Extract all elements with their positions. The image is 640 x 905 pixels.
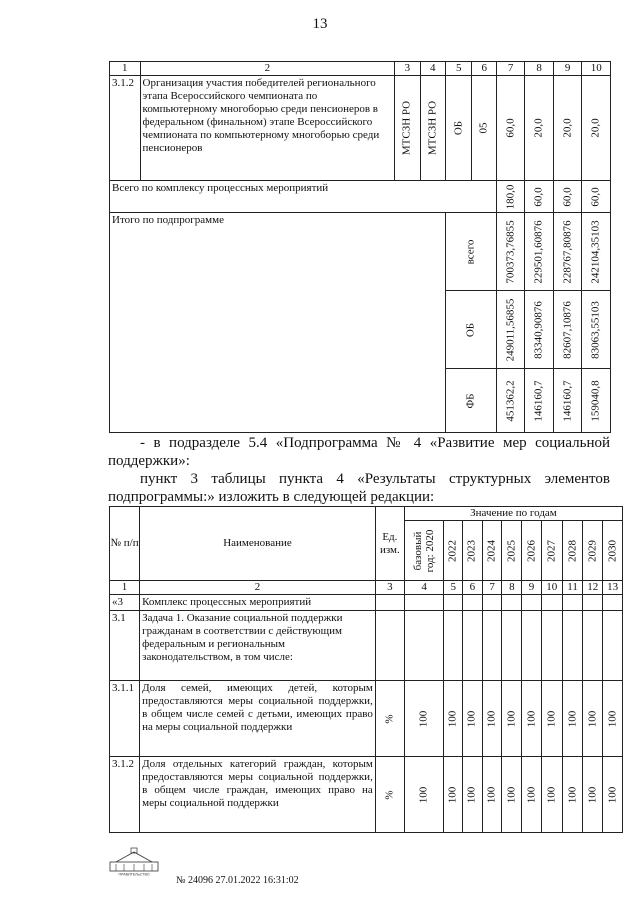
year-header: базовый год: 2020	[404, 521, 443, 581]
participant-cell: МТСЗН РО	[420, 76, 445, 181]
value-cell: 20,0	[582, 76, 611, 181]
value-cell: 249011,56855	[496, 291, 525, 369]
col-number: 4	[404, 581, 443, 595]
col-number: 1	[110, 581, 140, 595]
source-cell: всего	[446, 213, 497, 291]
value-cell: 100	[562, 757, 583, 833]
itogo-row	[110, 213, 611, 291]
table-structural-results	[109, 506, 623, 833]
table-row	[110, 595, 623, 611]
year-header: 2022	[444, 521, 463, 581]
table-row	[110, 681, 623, 757]
value-cell: 100	[541, 757, 562, 833]
year-header: 2024	[482, 521, 502, 581]
unit-cell: %	[375, 681, 404, 757]
col-header: 8	[525, 62, 554, 76]
value-cell: 228767,80876	[553, 213, 582, 291]
source-cell: ФБ	[446, 369, 497, 433]
value-cell: 60,0	[496, 76, 525, 181]
year-header: 2023	[463, 521, 483, 581]
government-emblem-icon	[106, 846, 162, 876]
document-id: № 24096 27.01.2022 16:31:02	[176, 875, 299, 886]
value-cell: 100	[583, 757, 603, 833]
col-header: 2	[140, 62, 395, 76]
value-cell: 82607,10876	[553, 291, 582, 369]
value-cell: 83340,90876	[525, 291, 554, 369]
value-cell: 100	[444, 681, 463, 757]
row-number: 3.1	[110, 611, 140, 681]
row-name: Доля отдельных категорий граждан, которым предоставляются меры социальной поддержки, в общем числе граждан, имеющих право на меры социальной поддержки	[140, 757, 376, 833]
value-cell: 100	[404, 681, 443, 757]
name-header: Наименование	[140, 507, 376, 581]
value-cell: 146160,7	[553, 369, 582, 433]
table-program-costs	[109, 61, 611, 433]
col-number: 13	[603, 581, 623, 595]
page-number: 13	[312, 16, 328, 32]
value-cell: 20,0	[553, 76, 582, 181]
value-cell: 100	[541, 681, 562, 757]
col-number: 5	[444, 581, 463, 595]
unit-cell: %	[375, 757, 404, 833]
table-row	[110, 611, 623, 681]
col-header: 9	[553, 62, 582, 76]
value-cell: 180,0	[496, 181, 525, 213]
col-number: 8	[502, 581, 522, 595]
total-row	[110, 181, 611, 213]
value-cell: 100	[463, 757, 483, 833]
unit-header: Ед. изм.	[375, 507, 404, 581]
value-cell: 60,0	[525, 181, 554, 213]
value-cell: 100	[522, 681, 542, 757]
year-header: 2025	[502, 521, 522, 581]
col-header: 4	[420, 62, 445, 76]
svg-text:ПРАВИТЕЛЬСТВО: ПРАВИТЕЛЬСТВО	[118, 872, 150, 876]
row-number: 3.1.2	[110, 757, 140, 833]
value-cell: 100	[603, 757, 623, 833]
value-cell: 100	[502, 757, 522, 833]
value-cell: 100	[562, 681, 583, 757]
row-number: «3	[110, 595, 140, 611]
value-cell: 60,0	[553, 181, 582, 213]
col-header: 3	[395, 62, 420, 76]
code-cell: 05	[472, 76, 496, 181]
source-cell: ОБ	[446, 76, 472, 181]
value-cell: 60,0	[582, 181, 611, 213]
col-number: 2	[140, 581, 376, 595]
value-cell: 242104,35103	[582, 213, 611, 291]
col-number: 6	[463, 581, 483, 595]
value-cell: 100	[482, 757, 502, 833]
value-cell: 100	[404, 757, 443, 833]
year-header: 2029	[583, 521, 603, 581]
row-name: Комплекс процессных мероприятий	[140, 595, 376, 611]
itogo-label: Итого по подпрограмме	[110, 213, 446, 433]
year-header: 2030	[603, 521, 623, 581]
col-header: 1	[110, 62, 141, 76]
year-header: 2028	[562, 521, 583, 581]
col-header: 5	[446, 62, 472, 76]
colnum-row	[110, 581, 623, 595]
col-header: 10	[582, 62, 611, 76]
value-cell: 146160,7	[525, 369, 554, 433]
col-number: 9	[522, 581, 542, 595]
col-number: 10	[541, 581, 562, 595]
row-name: Доля семей, имеющих детей, которым предоставляются меры социальной поддержки, в общем числе семей с детьми, имеющих право на меры социальной поддержки	[140, 681, 376, 757]
paragraph-subsection: - в подразделе 5.4 «Подпрограмма № 4 «Развитие мер социальной поддержки»:	[108, 435, 610, 469]
table-header-row	[110, 62, 611, 76]
col-header: 6	[472, 62, 496, 76]
row-number: 3.1.2	[110, 76, 141, 181]
value-cell: 159040,8	[582, 369, 611, 433]
table-row	[110, 757, 623, 833]
table-header-row	[110, 507, 623, 521]
value-cell: 100	[502, 681, 522, 757]
row-name: Задача 1. Оказание социальной поддержки гражданам в соответствии с действующим федеральным и региональным законодательством, в том числе:	[140, 611, 376, 681]
value-cell: 100	[444, 757, 463, 833]
value-cell: 229501,60876	[525, 213, 554, 291]
value-cell: 451362,2	[496, 369, 525, 433]
value-cell: 100	[463, 681, 483, 757]
value-cell: 100	[583, 681, 603, 757]
year-header: 2027	[541, 521, 562, 581]
row-number: 3.1.1	[110, 681, 140, 757]
num-header: № п/п	[110, 507, 140, 581]
year-header: 2026	[522, 521, 542, 581]
value-cell: 700373,76855	[496, 213, 525, 291]
total-label: Всего по комплексу процессных мероприятий	[110, 181, 497, 213]
col-number: 12	[583, 581, 603, 595]
years-header: Значение по годам	[404, 507, 622, 521]
table-row	[110, 76, 611, 181]
value-cell: 100	[482, 681, 502, 757]
col-header: 7	[496, 62, 525, 76]
executor-cell: МТСЗН РО	[395, 76, 420, 181]
col-number: 3	[375, 581, 404, 595]
source-cell: ОБ	[446, 291, 497, 369]
col-number: 7	[482, 581, 502, 595]
paragraph-instruction: пункт 3 таблицы пункта 4 «Результаты структурных элементов подпрограммы:» изложить в следующей редакции:	[108, 471, 610, 505]
value-cell: 20,0	[525, 76, 554, 181]
value-cell: 100	[603, 681, 623, 757]
value-cell: 83063,55103	[582, 291, 611, 369]
col-number: 11	[562, 581, 583, 595]
value-cell: 100	[522, 757, 542, 833]
row-name: Организация участия победителей регионального этапа Всероссийского чемпионата по компьютерному многоборью среди пенсионеров в федеральном (финальном) этапе Всероссийского чемпионата по компьютерному многоборью среди пенсионеров	[140, 76, 395, 181]
